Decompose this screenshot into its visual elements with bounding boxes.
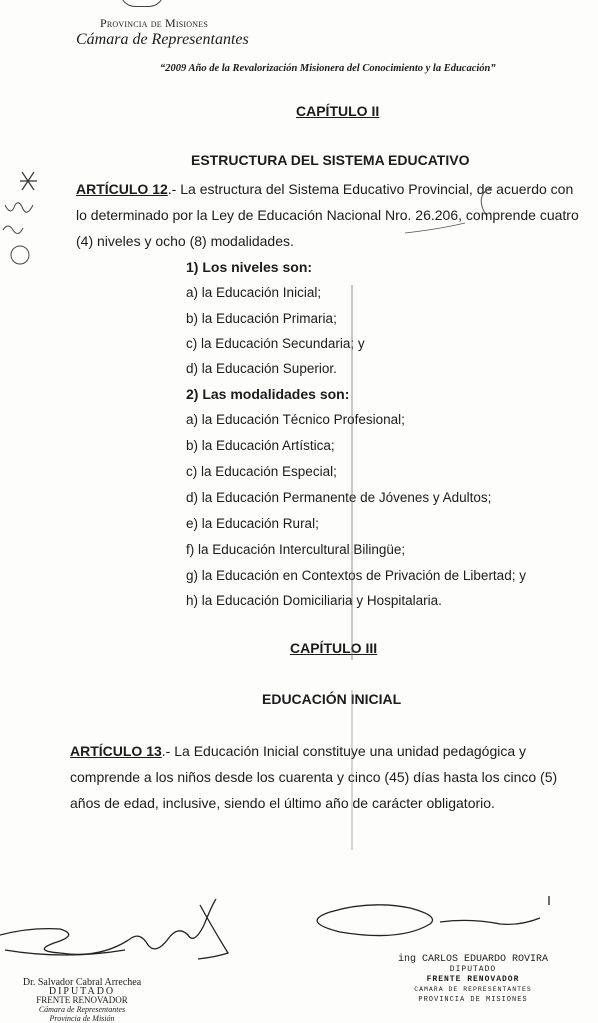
mode-item: c) la Educación Especial;	[186, 464, 337, 479]
article-12-line-3: (4) niveles y ocho (8) modalidades.	[76, 233, 294, 249]
left-signer-party: FRENTE RENOVADOR	[36, 995, 128, 1005]
left-signature-block	[8, 978, 156, 1023]
right-signer-role: DIPUTADO	[449, 965, 497, 974]
mode-item: e) la Educación Rural;	[186, 516, 319, 531]
article-13-line-3: años de edad, inclusive, siendo el último año de carácter obligatorio.	[70, 795, 495, 811]
left-signer-chamber: Cámara de Representantes	[38, 1005, 126, 1014]
level-item: d) la Educación Superior.	[186, 361, 337, 376]
chapter-2-heading: ESTRUCTURA DEL SISTEMA EDUCATIVO	[191, 152, 470, 168]
right-signer-party: FRENTE RENOVADOR	[426, 975, 520, 984]
letterhead-province: Provincia de Misiones	[100, 16, 208, 30]
left-signer-role: DIPUTADO	[48, 986, 116, 997]
chapter-3-heading: EDUCACIÓN INICIAL	[262, 691, 402, 707]
margin-asterisk-icon	[20, 172, 37, 190]
article-13-line-2: comprende a los niños desde los cuarenta y cinco (45) días hasta los cinco (5)	[70, 769, 558, 785]
article-12-line-1: ARTÍCULO 12.- La estructura del Sistema Educativo Provincial, de acuerdo con	[76, 181, 574, 197]
mode-item: d) la Educación Permanente de Jóvenes y Adultos;	[186, 490, 492, 505]
mode-item: g) la Educación en Contextos de Privación de Libertad; y	[186, 568, 526, 583]
right-signature-icon	[317, 896, 549, 936]
right-signature-block	[388, 955, 558, 1005]
margin-scribble-icon	[3, 203, 33, 264]
right-signer-chamber: CAMARA DE REPRESENTANTES	[414, 986, 532, 993]
modes-title: 2) Las modalidades son:	[186, 386, 350, 402]
mode-item: f) la Educación Intercultural Bilingüe;	[186, 542, 406, 557]
letterhead-motto: “2009 Año de la Revalorización Misionera del Conocimiento y la Educación”	[160, 63, 496, 74]
chapter-3-title: CAPÍTULO III	[290, 640, 378, 656]
left-signature-icon	[0, 899, 228, 959]
level-item: b) la Educación Primaria;	[186, 311, 337, 326]
mode-item: a) la Educación Técnico Profesional;	[186, 412, 405, 427]
right-signer-name: ing CARLOS EDUARDO ROVIRA	[397, 954, 549, 965]
left-signer-province: Provincia de Misión	[49, 1014, 115, 1023]
level-item: a) la Educación Inicial;	[186, 285, 322, 300]
mode-item: h) la Educación Domiciliaria y Hospitalaria.	[186, 593, 442, 608]
levels-title: 1) Los niveles son:	[186, 259, 313, 275]
letterhead-chamber: Cámara de Representantes	[76, 31, 249, 48]
article-12-line-2: lo determinado por la Ley de Educación Nacional Nro. 26.206, comprende cuatro	[76, 207, 579, 223]
level-item: c) la Educación Secundaria; y	[186, 336, 365, 351]
article-12-label: ARTÍCULO 12	[76, 181, 168, 197]
right-signer-province: PROVINCIA DE MISIONES	[418, 996, 528, 1004]
article-13-label: ARTÍCULO 13	[70, 743, 162, 759]
article-13-line-1: ARTÍCULO 13.- La Educación Inicial constituye una unidad pedagógica y	[70, 743, 527, 759]
left-signer-name: Dr. Salvador Cabral Arrechea	[22, 977, 142, 988]
chapter-2-title: CAPÍTULO II	[296, 103, 380, 119]
mode-item: b) la Educación Artística;	[186, 438, 335, 453]
